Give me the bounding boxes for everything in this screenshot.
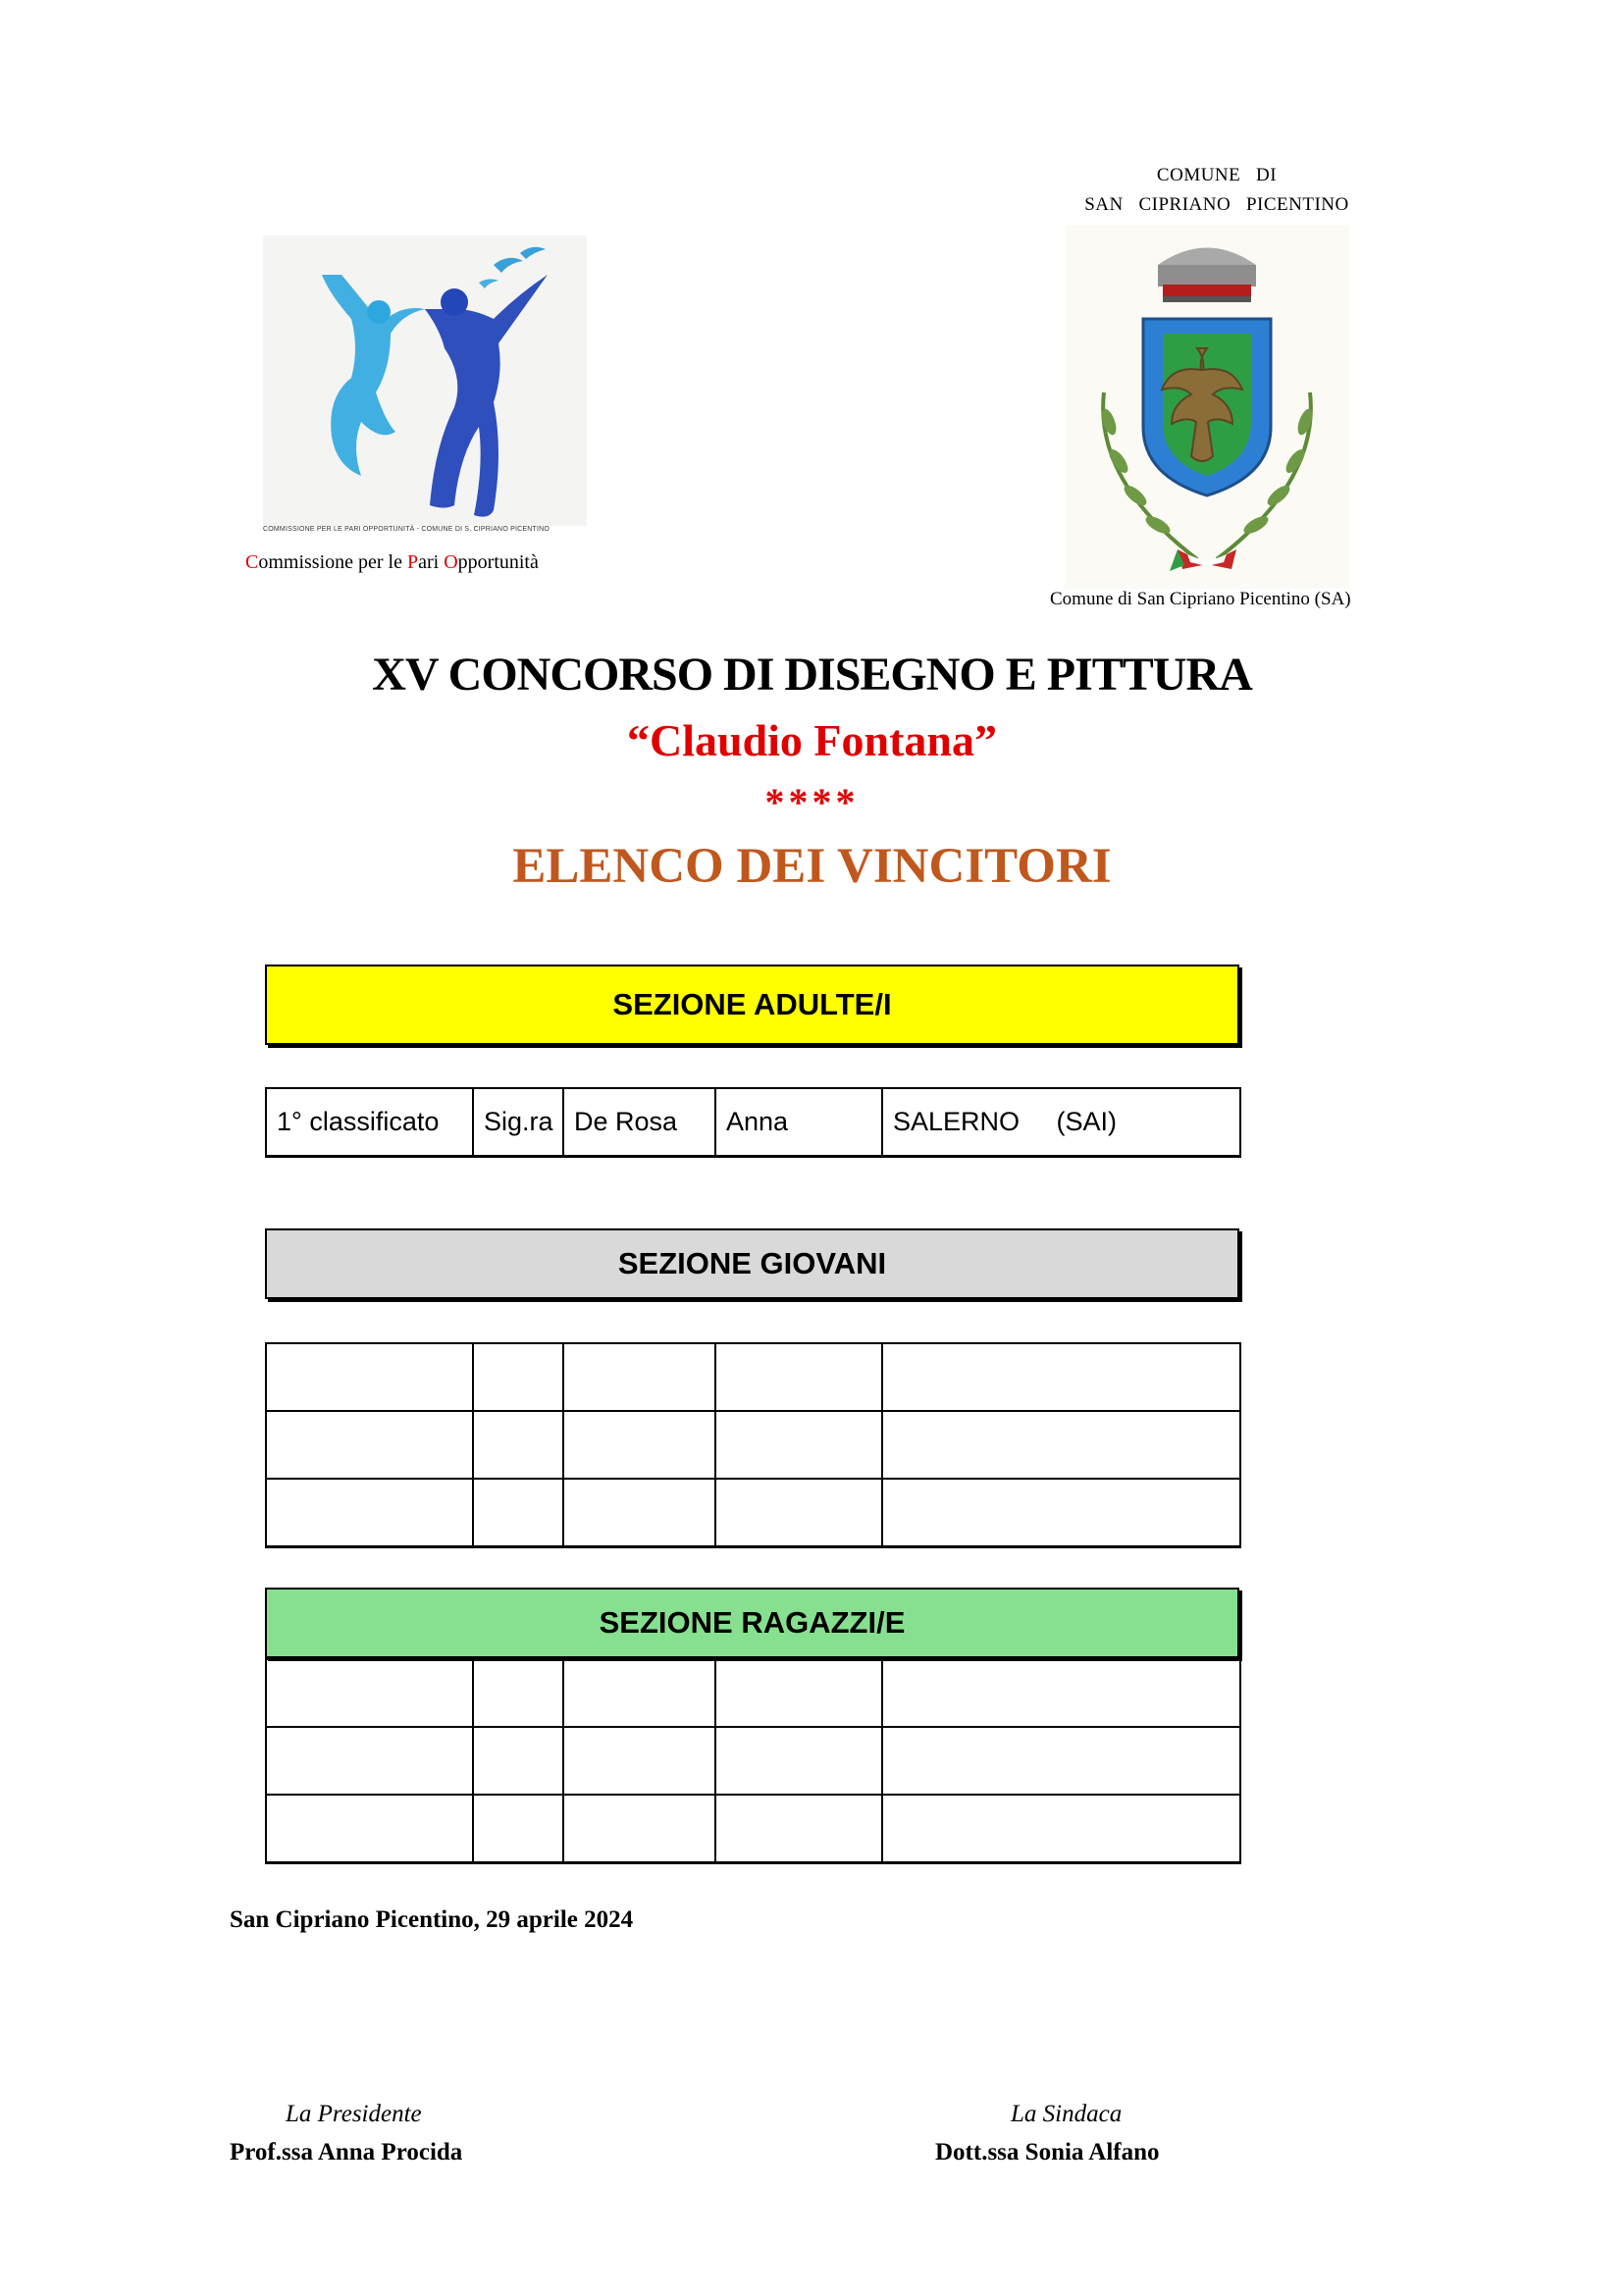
table-cell xyxy=(266,1659,473,1727)
right-signature-name: Dott.ssa Sonia Alfano xyxy=(935,2139,1160,2165)
table-row xyxy=(266,1088,1240,1157)
table-cell xyxy=(473,1659,563,1727)
caption-part: ari xyxy=(418,551,445,573)
logo-small-caption: COMMISSIONE PER LE PARI OPPORTUNITÀ - COMUNE DI S. CIPRIANO PICENTINO xyxy=(263,526,550,533)
municipality-heading xyxy=(1030,161,1403,220)
document-date: San Cipriano Picentino, 29 aprile 2024 xyxy=(230,1906,634,1933)
table-cell xyxy=(266,1479,473,1547)
table-cell xyxy=(882,1727,1240,1795)
crest-heading-line2: SAN CIPRIANO PICENTINO xyxy=(1084,194,1349,215)
table-cell-surname: De Rosa xyxy=(563,1088,715,1157)
table-cell-name: Anna xyxy=(715,1088,882,1157)
table-cell xyxy=(715,1727,882,1795)
table-cell xyxy=(563,1479,715,1547)
crest-heading-line1: COMUNE DI xyxy=(1156,165,1278,185)
table-cell xyxy=(882,1343,1240,1411)
contest-title: XV CONCORSO DI DISEGNO E PITTURA xyxy=(372,649,1252,701)
section-adulte-header: SEZIONE ADULTE/I xyxy=(265,965,1239,1045)
winners-list-title: ELENCO DEI VINCITORI xyxy=(512,839,1112,894)
table-cell xyxy=(473,1795,563,1863)
left-signature-name: Prof.ssa Anna Procida xyxy=(230,2139,463,2165)
table-cell xyxy=(473,1479,563,1547)
left-signature-role: La Presidente xyxy=(286,2101,422,2127)
table-cell xyxy=(563,1659,715,1727)
table-cell xyxy=(266,1411,473,1479)
table-row xyxy=(266,1343,1240,1411)
caption-part: O xyxy=(444,551,458,573)
stars-divider: **** xyxy=(764,780,860,824)
caption-part: pportunità xyxy=(457,551,539,573)
table-cell xyxy=(473,1343,563,1411)
adulte-table xyxy=(265,1087,1241,1158)
table-cell xyxy=(266,1343,473,1411)
table-cell-title: Sig.ra xyxy=(473,1088,563,1157)
coat-of-arms xyxy=(1065,226,1349,589)
table-cell xyxy=(473,1411,563,1479)
crest-icon xyxy=(1065,226,1349,589)
dancers-illustration xyxy=(263,235,587,526)
table-cell xyxy=(715,1659,882,1727)
table-cell-rank: 1° classificato xyxy=(266,1088,473,1157)
section-giovani-header: SEZIONE GIOVANI xyxy=(265,1228,1239,1299)
caption-part: P xyxy=(406,551,419,573)
table-cell xyxy=(563,1343,715,1411)
section-ragazzi-header: SEZIONE RAGAZZI/E xyxy=(265,1588,1239,1658)
table-cell xyxy=(473,1727,563,1795)
table-cell xyxy=(563,1727,715,1795)
table-row xyxy=(266,1659,1240,1727)
crest-caption: Comune di San Cipriano Picentino (SA) xyxy=(1050,589,1351,609)
table-row xyxy=(266,1795,1240,1863)
table-cell xyxy=(715,1343,882,1411)
table-cell xyxy=(715,1411,882,1479)
table-cell xyxy=(882,1659,1240,1727)
giovani-table xyxy=(265,1342,1241,1548)
contest-subtitle: “Claudio Fontana” xyxy=(626,715,998,765)
caption-part: ommissione per le xyxy=(258,551,407,573)
commission-caption xyxy=(245,551,539,574)
table-cell-city: SALERNO (SAI) xyxy=(882,1088,1240,1157)
table-row xyxy=(266,1727,1240,1795)
ragazzi-table xyxy=(265,1658,1241,1864)
caption-part: C xyxy=(245,551,259,573)
table-cell xyxy=(882,1411,1240,1479)
commission-logo xyxy=(263,235,587,549)
table-cell xyxy=(563,1795,715,1863)
table-cell xyxy=(715,1479,882,1547)
right-signature-role: La Sindaca xyxy=(1011,2101,1123,2127)
table-cell xyxy=(882,1479,1240,1547)
table-row xyxy=(266,1411,1240,1479)
table-cell xyxy=(715,1795,882,1863)
table-row xyxy=(266,1479,1240,1547)
table-cell xyxy=(266,1727,473,1795)
table-cell xyxy=(266,1795,473,1863)
table-cell xyxy=(882,1795,1240,1863)
table-cell xyxy=(563,1411,715,1479)
